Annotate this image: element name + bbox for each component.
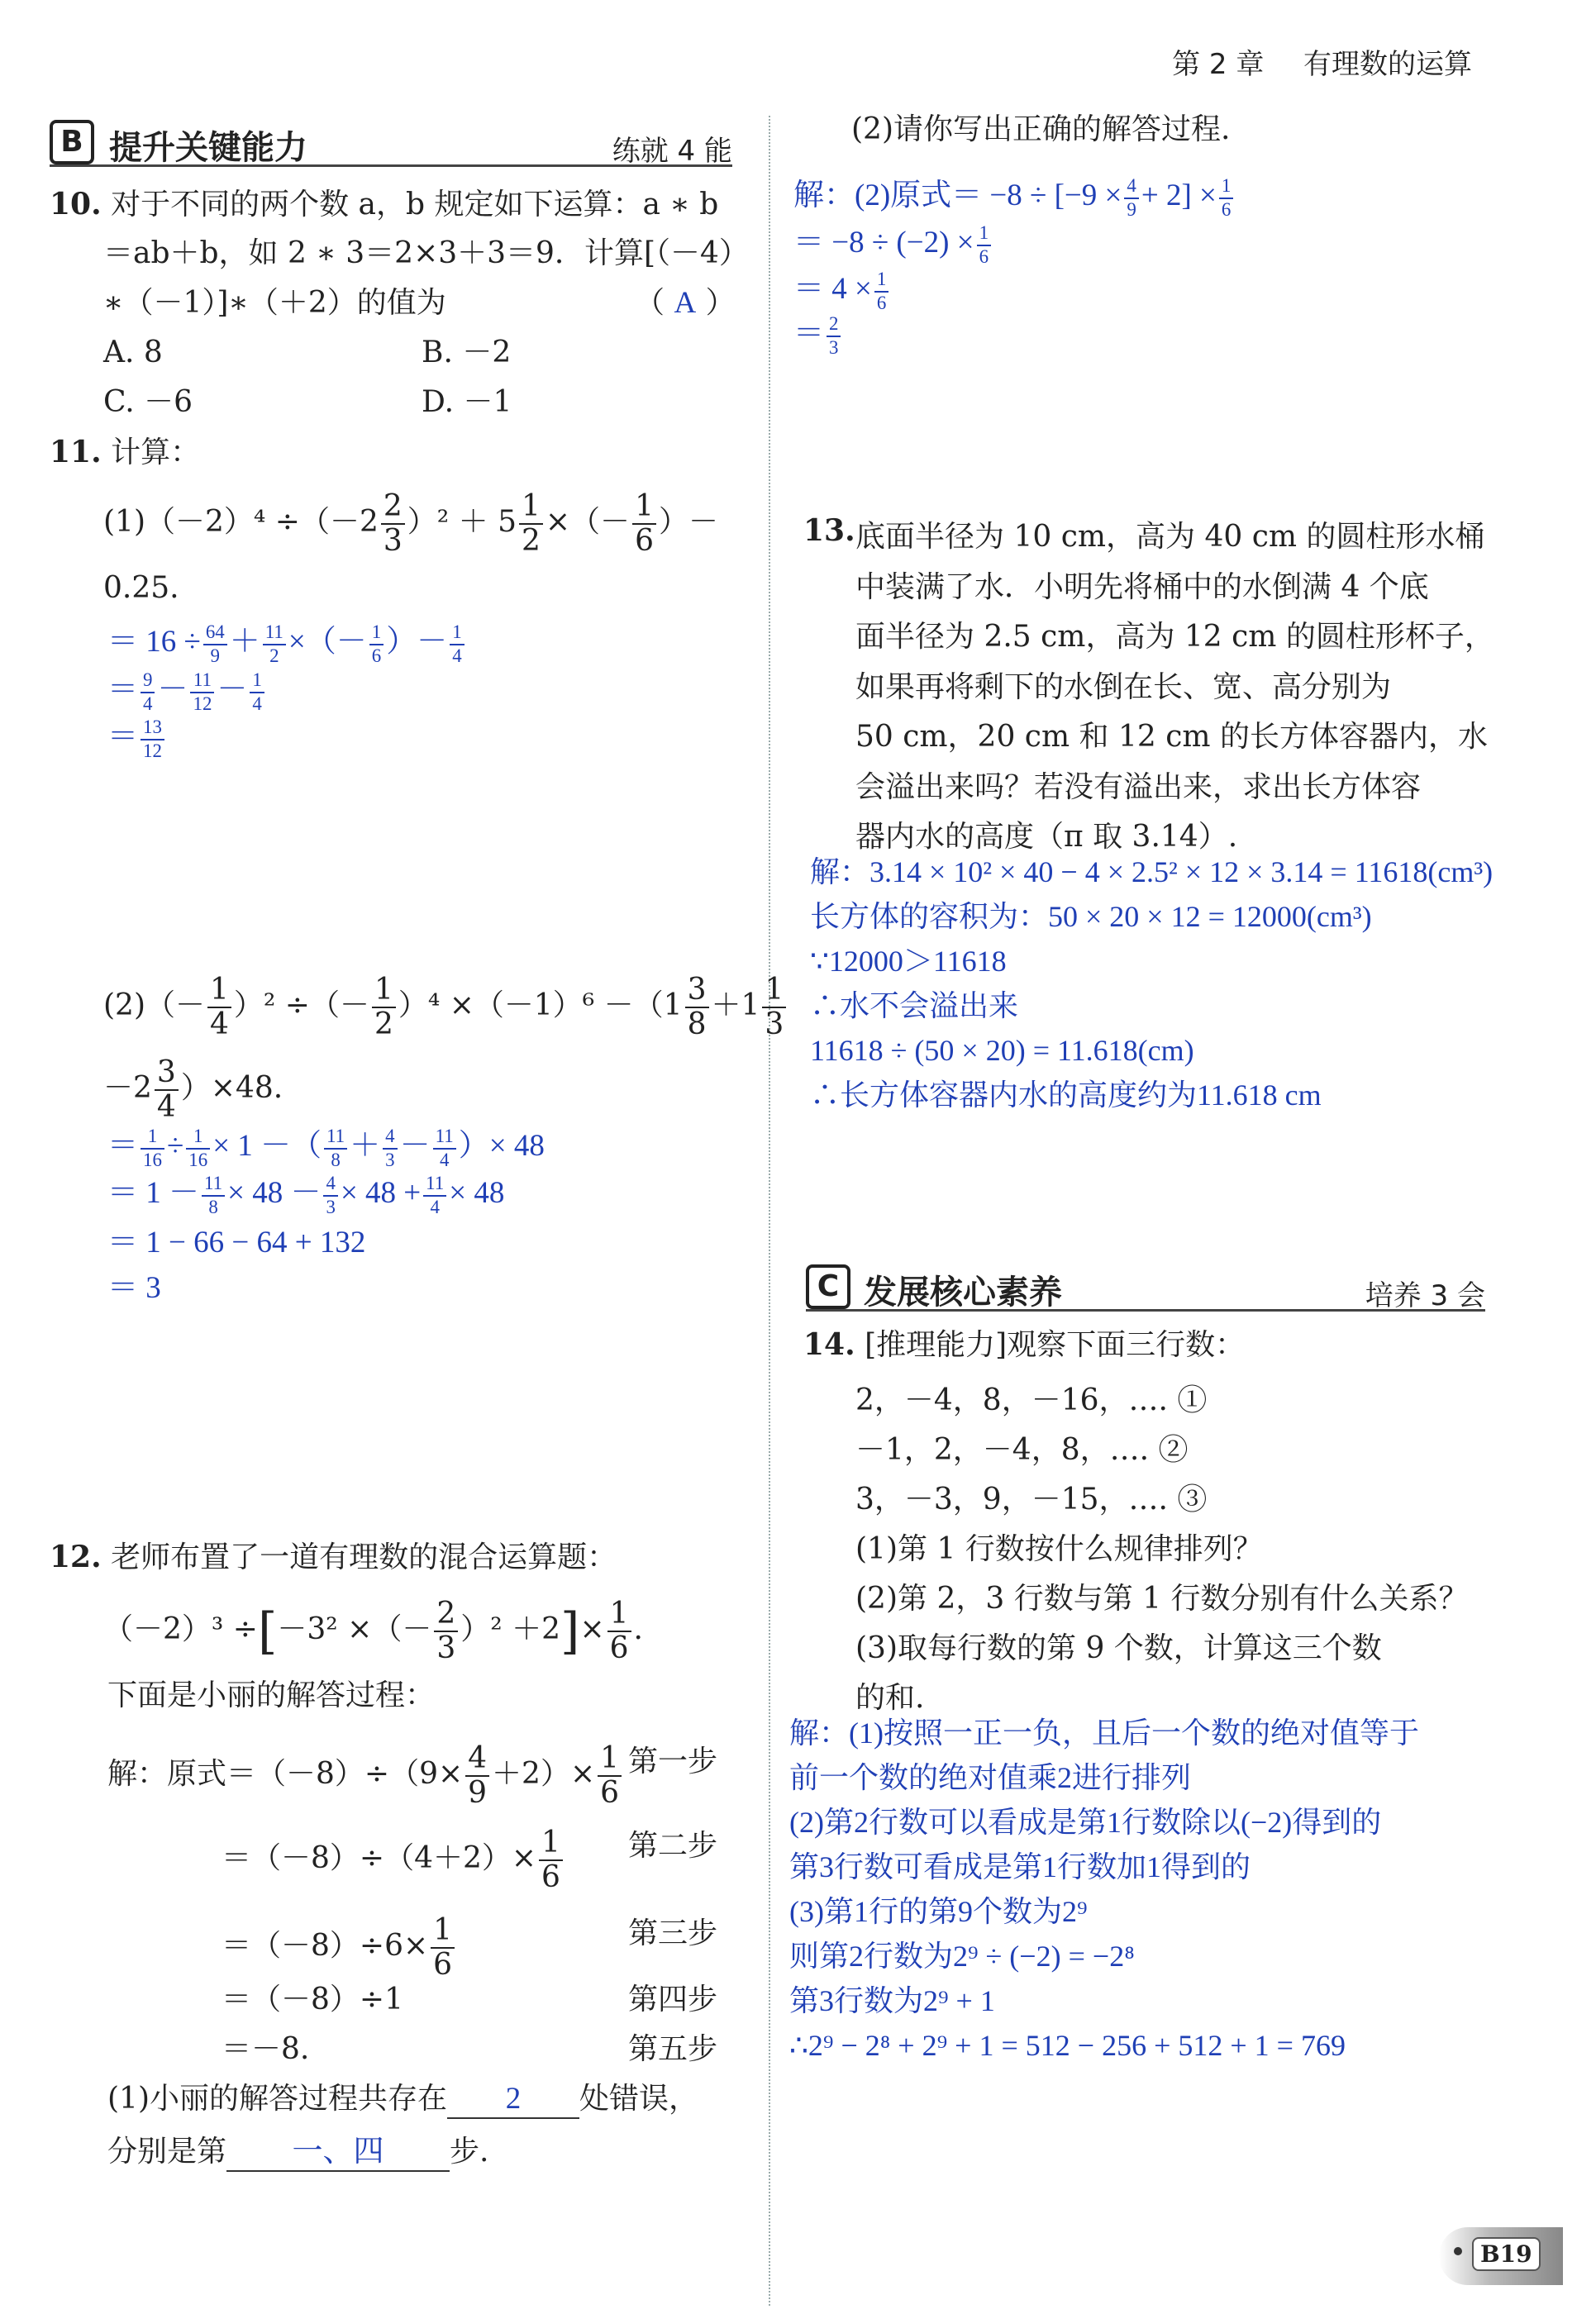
- column-divider: [769, 116, 770, 2306]
- q10-option-d: D. －1: [422, 385, 512, 419]
- q12-step5-label: 第五步: [628, 2032, 718, 2066]
- q14-answer-line: 则第2行数为2⁹ ÷ (−2) = −2⁸: [789, 1940, 1135, 1973]
- q11-part1-cont: 0.25.: [103, 571, 179, 605]
- section-c-right: 培养 3 会: [1365, 1279, 1485, 1312]
- q10-line3: ∗（－1）]∗（＋2）的值为: [103, 286, 446, 320]
- q11-work2-line1: ＝ $\frac{1}{16}$ ÷ $\frac{1}{16}$ × 1 －（ $\frac{11}{8}$ ＋ $\frac{4}{3}$ － $\frac{11}{4}$ ）× 48: [107, 1125, 545, 1170]
- q12-correct-line1: 解：(2)原式＝ −8 ÷ [−9 × $\frac{4}{9}$ + 2] × $\frac{1}{6}$: [793, 169, 1236, 219]
- section-b-badge: B: [50, 120, 94, 164]
- q14-row: 3，－3，9，－15，…. ③: [855, 1483, 1208, 1516]
- q13-answer-line: ∴长方体容器内水的高度约为11.618 cm: [810, 1078, 1322, 1112]
- q12-answer1b: 一、四: [292, 2135, 384, 2169]
- q14-row: －1，2，－4，8，…. ②: [855, 1433, 1189, 1467]
- q12-expression: （－2）³ ÷[－3² ×（－ $\frac{2}{3}$ ）² ＋2]× $\frac{1}{6}$ .: [103, 1597, 643, 1665]
- q12-correct-line2: ＝ −8 ÷ (−2) × $\frac{1}{6}$: [793, 217, 993, 266]
- q14-sub: (2)第 2，3 行数与第 1 行数分别有什么关系？: [855, 1582, 1469, 1616]
- q10-option-a: A. 8: [103, 336, 163, 369]
- q11-work2-line3: ＝ 1 − 66 − 64 + 132: [107, 1226, 366, 1259]
- q11-part1-expr: (1)（－2）⁴ ÷（－2 $\frac{2}{3}$ ）² ＋ 5 $\frac{1}{2}$ ×（－ $\frac{1}{6}$ ）－: [103, 489, 718, 558]
- q14-answer-line: (2)第2行数可以看成是第1行数除以(−2)得到的: [789, 1806, 1382, 1839]
- q12-step3: ＝（－8）÷6× $\frac{1}{6}$: [222, 1916, 457, 1980]
- q13-line: 底面半径为 10 cm，高为 40 cm 的圆柱形水桶: [855, 520, 1485, 554]
- q14-answer-line: 前一个数的绝对值乘2进行排列: [789, 1761, 1192, 1794]
- q13-answer-line: ∴水不会溢出来: [810, 989, 1019, 1022]
- q13-answer: [810, 850, 1493, 1117]
- q10-line1: 10. 对于不同的两个数 a，b 规定如下运算：a ∗ b: [50, 187, 719, 221]
- q11-work2-line4: ＝ 3: [107, 1271, 161, 1305]
- q13-line: 如果再将剩下的水倒在长、宽、高分别为: [855, 669, 1392, 704]
- page-number: B19: [1472, 2237, 1541, 2271]
- section-b-title: 提升关键能力: [109, 129, 307, 167]
- q12-part2: (2)请你写出正确的解答过程.: [851, 112, 1231, 146]
- q11-part2-cont: －2 $\frac{3}{4}$ ）×48.: [103, 1055, 283, 1124]
- q14-answer-line: ∴2⁹ − 2⁸ + 2⁹ + 1 = 512 − 256 + 512 + 1 = 769: [789, 2029, 1346, 2062]
- section-b-header: [50, 120, 732, 167]
- q11-work1-line3: ＝ $\frac{13}{12}$: [107, 711, 167, 760]
- q12-step5: ＝－8.: [222, 2032, 310, 2066]
- q11-work1-line1: ＝ 16 ÷ $\frac{64}{9}$ ＋ $\frac{11}{2}$ ×（－ $\frac{1}{6}$ ）－ $\frac{1}{4}$: [107, 616, 467, 665]
- q11-title: 11. 计算：: [50, 435, 201, 469]
- q13-answer-line: 解：3.14 × 10² × 40 − 4 × 2.5² × 12 × 3.14 = 11618(cm³): [810, 855, 1494, 888]
- page-number-tab: [1439, 2227, 1563, 2285]
- q12-question1-cont: 分别是第 一、四 步.: [107, 2134, 488, 2172]
- q12-correct-line4: ＝ $\frac{2}{3}$: [793, 307, 843, 357]
- page-dot-icon: [1454, 2247, 1462, 2255]
- q10-answer: （ A ）: [635, 286, 736, 320]
- q14-answer-line: 第3行数可看成是第1行数加1得到的: [789, 1850, 1251, 1883]
- q12-intro: 下面是小丽的解答过程：: [107, 1678, 436, 1712]
- q10-option-c: C. －6: [103, 385, 193, 419]
- chapter-header: [1172, 46, 1472, 83]
- q14-sub: (1)第 1 行数按什么规律排列？: [855, 1532, 1263, 1566]
- q13-line: 中装满了水．小明先将桶中的水倒满 4 个底: [855, 569, 1429, 604]
- q14-rows: [855, 1376, 1468, 1723]
- q12-title: 12. 老师布置了一道有理数的混合运算题：: [50, 1540, 617, 1574]
- section-b-right: 练就 4 能: [612, 135, 732, 168]
- chapter-title: 有理数的运算: [1303, 48, 1472, 81]
- q10-option-b: B. －2: [422, 336, 512, 369]
- q13-answer-line: 长方体的容积为：50 × 20 × 12 = 12000(cm³): [810, 900, 1372, 933]
- q12-correct-line3: ＝ 4 × $\frac{1}{6}$: [793, 263, 891, 312]
- q14-answer-line: 解：(1)按照一正一负，且后一个数的绝对值等于: [789, 1716, 1419, 1750]
- q12-step1-label: 第一步: [628, 1745, 718, 1778]
- q12-step2: ＝（－8）÷（4＋2）× $\frac{1}{6}$: [222, 1828, 565, 1893]
- q11-work2-line2: ＝ 1 － $\frac{11}{8}$ × 48 － $\frac{4}{3}$ × 48 + $\frac{11}{4}$ × 48: [107, 1172, 505, 1217]
- q12-question1: (1)小丽的解答过程共存在 2 处错误，: [107, 2081, 698, 2119]
- q14-answer-line: (3)第1行的第9个数为2⁹: [789, 1895, 1088, 1928]
- q12-step1: 解：原式＝（－8）÷（9× $\frac{4}{9}$ ＋2）× $\frac{1}{6}$: [107, 1744, 624, 1808]
- q14-row: 2，－4，8，－16，…. ①: [855, 1383, 1208, 1417]
- q13-line: 面半径为 2.5 cm，高为 12 cm 的圆柱形杯子，: [855, 620, 1494, 654]
- q13-line: 50 cm，20 cm 和 12 cm 的长方体容器内，水: [855, 720, 1488, 754]
- q13-number: 13.: [803, 513, 855, 548]
- chapter-number: 第 2 章: [1172, 48, 1265, 81]
- q14-answer: [789, 1711, 1419, 2068]
- q14-answer-line: 第3行数为2⁹ + 1: [789, 1984, 995, 2017]
- q12-step4: ＝（－8）÷1: [222, 1983, 403, 2016]
- q13-answer-line: 11618 ÷ (50 × 20) = 11.618(cm): [810, 1034, 1194, 1067]
- q14-title: 14. [推理能力]观察下面三行数：: [803, 1327, 1246, 1362]
- q13-line: 器内水的高度（π 取 3.14）.: [855, 820, 1238, 854]
- section-c-header: [806, 1264, 1485, 1312]
- q10-line2: ＝ab＋b，如 2 ∗ 3＝2×3＋3＝9．计算[（－4）: [103, 236, 749, 270]
- q11-work1-line2: ＝ $\frac{9}{4}$ － $\frac{11}{12}$ － $\frac{1}{4}$: [107, 664, 267, 713]
- q12-step2-label: 第二步: [628, 1829, 718, 1863]
- q13-answer-line: ∵12000＞11618: [810, 945, 1007, 978]
- q12-step3-label: 第三步: [628, 1916, 718, 1950]
- q12-answer1: 2: [505, 2082, 522, 2116]
- q13-line: 会溢出来吗？若没有溢出来，求出长方体容: [855, 769, 1422, 804]
- q12-step4-label: 第四步: [628, 1983, 718, 2016]
- q11-part2-expr: (2)（－ $\frac{1}{4}$ ）² ÷（－ $\frac{1}{2}$ ）⁴ ×（－1）⁶ －（1 $\frac{3}{8}$ ＋1 $\frac{1}{3}$: [103, 975, 788, 1040]
- section-c-badge: C: [806, 1264, 850, 1309]
- q14-sub: 的和.: [855, 1681, 925, 1715]
- section-c-title: 发展核心素养: [864, 1274, 1062, 1312]
- q14-sub: (3)取每行数的第 9 个数，计算这三个数: [855, 1631, 1382, 1665]
- q13-text: [855, 512, 1494, 863]
